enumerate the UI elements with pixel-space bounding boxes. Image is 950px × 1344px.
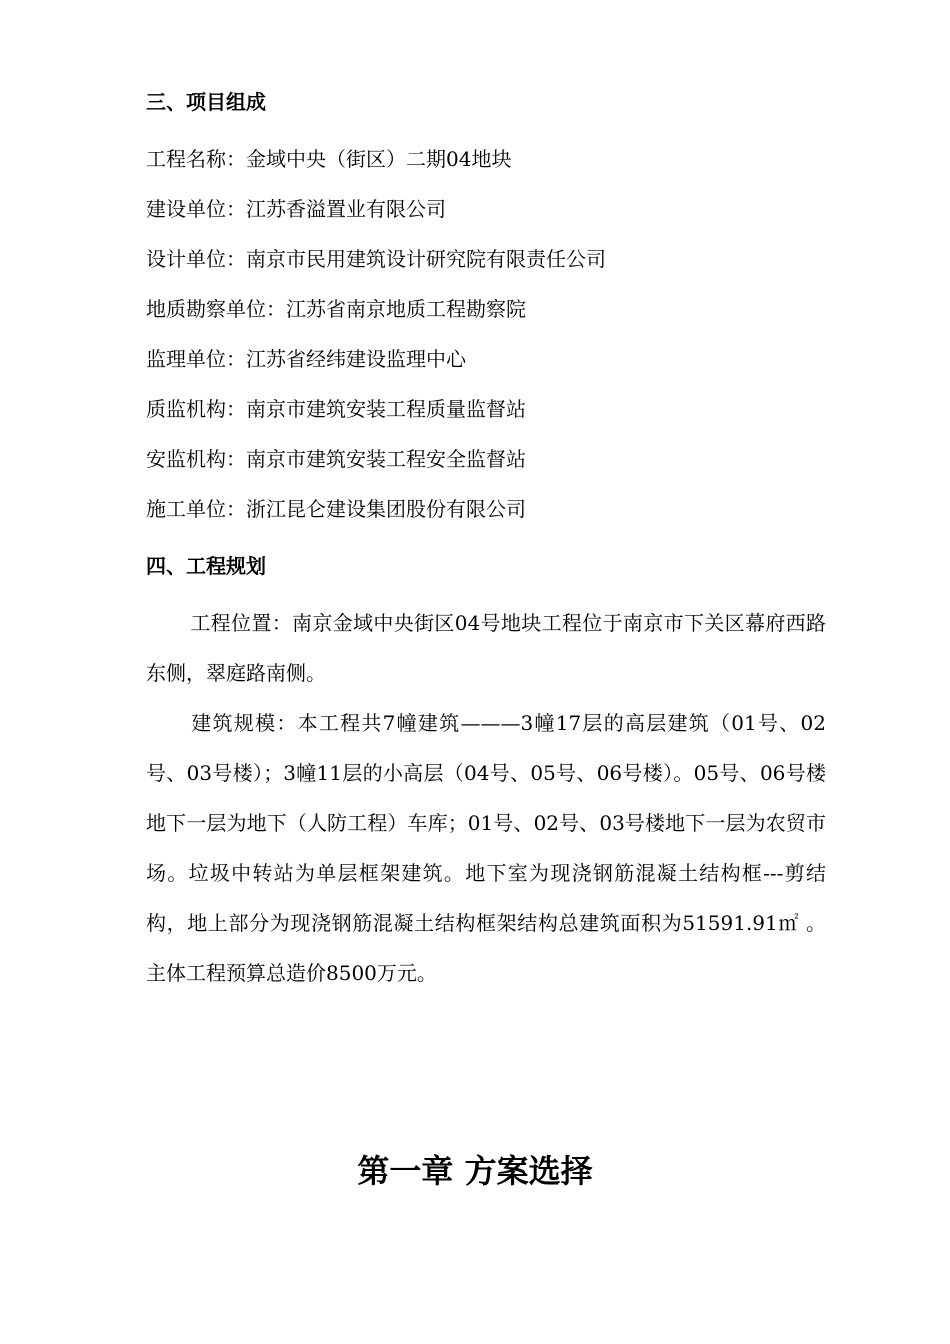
info-row-supervisor: 监理单位：江苏省经纬建设监理中心 [146, 347, 466, 371]
info-row-safety-supervision: 安监机构：南京市建筑安装工程安全监督站 [146, 447, 526, 471]
info-row-designer: 设计单位：南京市民用建筑设计研究院有限责任公司 [146, 247, 606, 271]
chapter-title: 第一章 方案选择 [357, 1152, 593, 1190]
paragraph-project-location [146, 598, 826, 698]
info-row-project-name: 工程名称：金域中央（街区）二期04地块 [146, 147, 512, 171]
paragraph-scale-text: 建筑规模：本工程共7幢建筑———3幢17层的高层建筑（01号、02号、03号楼）；3幢11层的小高层（04号、05号、06号楼）。05号、06号楼地下一层为地下（人防工程）车库；01号、02号、03号楼地下一层为农贸市场。垃圾中转站为单层框架建筑。地下室为现浇钢筋混凝土结构框---剪结构，地上部分为现浇钢筋混凝土结构框架结构总建筑面积为51591.91㎡ 。主体工程预算总造价8500万元。 [146, 711, 826, 985]
paragraph-location-text: 工程位置：南京金域中央街区04号地块工程位于南京市下关区幕府西路东侧，翠庭路南侧。 [146, 611, 826, 685]
info-row-contractor: 施工单位：浙江昆仑建设集团股份有限公司 [146, 497, 526, 521]
section-heading-engineering-plan: 四、工程规划 [146, 554, 266, 578]
info-row-developer: 建设单位：江苏香溢置业有限公司 [146, 197, 446, 221]
section-heading-project-composition: 三、项目组成 [146, 90, 266, 114]
paragraph-building-scale [146, 698, 826, 998]
info-row-quality-supervision: 质监机构：南京市建筑安装工程质量监督站 [146, 397, 526, 421]
info-row-geological-survey: 地质勘察单位：江苏省南京地质工程勘察院 [146, 297, 526, 321]
